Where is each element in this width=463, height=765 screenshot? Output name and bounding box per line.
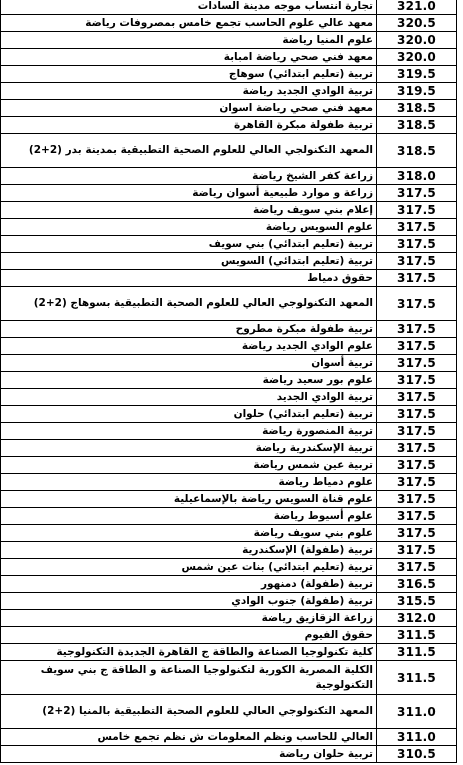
table-row bbox=[1, 423, 457, 440]
table-row bbox=[1, 134, 457, 168]
score-cell: 317.5 bbox=[377, 474, 457, 491]
program-name-cell: علوم دمياط رياضة bbox=[1, 474, 377, 491]
program-name-cell: علوم الوادي الجديد رياضة bbox=[1, 338, 377, 355]
program-name-cell: كلية تكنولوجيا الصناعة والطاقة ج القاهرة الجديدة التكنولوجية bbox=[1, 644, 377, 661]
table-row bbox=[1, 236, 457, 253]
program-name-cell: زراعة كفر الشيخ رياضة bbox=[1, 168, 377, 185]
table-row bbox=[1, 355, 457, 372]
table-row bbox=[1, 593, 457, 610]
program-name-cell: علوم بني سويف رياضة bbox=[1, 525, 377, 542]
table-row bbox=[1, 576, 457, 593]
program-name-cell: زراعة الزقازيق رياضة bbox=[1, 610, 377, 627]
program-name-cell: العالي للحاسب ونظم المعلومات ش نظم تجمع خامس bbox=[1, 729, 377, 746]
score-cell: 318.5 bbox=[377, 134, 457, 168]
program-name-cell: معهد عالي علوم الحاسب تجمع خامس بمصروفات رياضة bbox=[1, 15, 377, 32]
score-cell: 312.0 bbox=[377, 610, 457, 627]
table-row bbox=[1, 508, 457, 525]
score-cell: 319.5 bbox=[377, 83, 457, 100]
table-row bbox=[1, 440, 457, 457]
score-cell: 317.5 bbox=[377, 321, 457, 338]
program-name-cell: علوم أسيوط رياضة bbox=[1, 508, 377, 525]
table-row bbox=[1, 185, 457, 202]
score-cell: 311.0 bbox=[377, 729, 457, 746]
program-name-cell: زراعة و موارد طبيعية أسوان رياضة bbox=[1, 185, 377, 202]
program-name-cell: تربية (تعليم ابتدائي) بنات عين شمس bbox=[1, 559, 377, 576]
score-cell: 320.5 bbox=[377, 15, 457, 32]
program-name-cell: تربية (تعليم ابتدائي) سوهاج bbox=[1, 66, 377, 83]
score-cell: 316.5 bbox=[377, 576, 457, 593]
table-row bbox=[1, 559, 457, 576]
table-row bbox=[1, 389, 457, 406]
table-row bbox=[1, 270, 457, 287]
table-row bbox=[1, 406, 457, 423]
score-cell: 320.0 bbox=[377, 32, 457, 49]
table-row bbox=[1, 287, 457, 321]
program-name-cell: تجارة انتساب موجه مدينة السادات bbox=[1, 0, 377, 15]
score-cell: 317.5 bbox=[377, 219, 457, 236]
score-cell: 317.5 bbox=[377, 423, 457, 440]
program-name-cell: علوم السويس رياضة bbox=[1, 219, 377, 236]
score-cell: 321.0 bbox=[377, 0, 457, 15]
score-cell: 310.5 bbox=[377, 746, 457, 763]
table-row bbox=[1, 372, 457, 389]
score-cell: 317.5 bbox=[377, 491, 457, 508]
score-cell: 317.5 bbox=[377, 202, 457, 219]
score-cell: 318.0 bbox=[377, 168, 457, 185]
program-name-cell: المعهد التكنولوجي العالي للعلوم الصحية التطبيقية بسوهاج (2+2) bbox=[1, 287, 377, 321]
program-name-cell: الكلية المصرية الكورية لتكنولوجيا الصناعة و الطاقة ج بني سويف التكنولوجية bbox=[1, 661, 377, 695]
table-row bbox=[1, 253, 457, 270]
program-name-cell: إعلام بني سويف رياضة bbox=[1, 202, 377, 219]
table-row bbox=[1, 746, 457, 763]
score-cell: 320.0 bbox=[377, 49, 457, 66]
table-row bbox=[1, 117, 457, 134]
table-row bbox=[1, 661, 457, 695]
score-cell: 317.5 bbox=[377, 440, 457, 457]
program-name-cell: تربية المنصورة رياضة bbox=[1, 423, 377, 440]
score-cell: 317.5 bbox=[377, 236, 457, 253]
score-cell: 317.5 bbox=[377, 525, 457, 542]
table-row bbox=[1, 610, 457, 627]
program-name-cell: علوم بور سعيد رياضة bbox=[1, 372, 377, 389]
table-row bbox=[1, 474, 457, 491]
table-row bbox=[1, 219, 457, 236]
score-cell: 317.5 bbox=[377, 406, 457, 423]
score-cell: 317.5 bbox=[377, 355, 457, 372]
score-cell: 311.5 bbox=[377, 644, 457, 661]
score-cell: 315.5 bbox=[377, 593, 457, 610]
table-row bbox=[1, 202, 457, 219]
score-cell: 317.5 bbox=[377, 542, 457, 559]
program-name-cell: حقوق الفيوم bbox=[1, 627, 377, 644]
table-row bbox=[1, 32, 457, 49]
score-cell: 317.5 bbox=[377, 559, 457, 576]
results-table-body bbox=[1, 0, 457, 763]
table-row bbox=[1, 0, 457, 15]
score-cell: 319.5 bbox=[377, 66, 457, 83]
table-row bbox=[1, 542, 457, 559]
table-row bbox=[1, 321, 457, 338]
table-row bbox=[1, 525, 457, 542]
score-cell: 318.5 bbox=[377, 100, 457, 117]
table-row bbox=[1, 168, 457, 185]
program-name-cell: تربية عين شمس رياضة bbox=[1, 457, 377, 474]
table-row bbox=[1, 83, 457, 100]
program-name-cell: تربية (تعليم ابتدائي) السويس bbox=[1, 253, 377, 270]
score-cell: 317.5 bbox=[377, 287, 457, 321]
program-name-cell: معهد فني صحي رياضة امبابة bbox=[1, 49, 377, 66]
score-cell: 317.5 bbox=[377, 508, 457, 525]
table-row bbox=[1, 729, 457, 746]
score-cell: 317.5 bbox=[377, 372, 457, 389]
table-row bbox=[1, 66, 457, 83]
program-name-cell: تربية طفولة مبكرة القاهرة bbox=[1, 117, 377, 134]
score-cell: 317.5 bbox=[377, 253, 457, 270]
table-row bbox=[1, 457, 457, 474]
program-name-cell: تربية حلوان رياضة bbox=[1, 746, 377, 763]
score-cell: 311.5 bbox=[377, 627, 457, 644]
program-name-cell: تربية (طفولة) الإسكندرية bbox=[1, 542, 377, 559]
program-name-cell: تربية (طفولة) دمنهور bbox=[1, 576, 377, 593]
program-name-cell: تربية (طفولة) جنوب الوادي bbox=[1, 593, 377, 610]
table-row bbox=[1, 644, 457, 661]
table-row bbox=[1, 627, 457, 644]
score-cell: 317.5 bbox=[377, 185, 457, 202]
table-row bbox=[1, 695, 457, 729]
score-cell: 311.0 bbox=[377, 695, 457, 729]
score-cell: 317.5 bbox=[377, 338, 457, 355]
program-name-cell: المعهد التكنولجي العالي للعلوم الصحية التطبيقية بمدينة بدر (2+2) bbox=[1, 134, 377, 168]
program-name-cell: علوم المنيا رياضة bbox=[1, 32, 377, 49]
table-row bbox=[1, 100, 457, 117]
program-name-cell: حقوق دمياط bbox=[1, 270, 377, 287]
program-name-cell: معهد فني صحي رياضة اسوان bbox=[1, 100, 377, 117]
program-name-cell: تربية الإسكندرية رياضة bbox=[1, 440, 377, 457]
score-cell: 311.5 bbox=[377, 661, 457, 695]
program-name-cell: تربية طفولة مبكرة مطروح bbox=[1, 321, 377, 338]
program-name-cell: تربية أسوان bbox=[1, 355, 377, 372]
program-name-cell: تربية (تعليم ابتدائي) بني سويف bbox=[1, 236, 377, 253]
program-name-cell: تربية (تعليم ابتدائي) حلوان bbox=[1, 406, 377, 423]
program-name-cell: المعهد التكنولوجي العالي للعلوم الصحية التطبيقية بالمنيا (2+2) bbox=[1, 695, 377, 729]
score-cell: 318.5 bbox=[377, 117, 457, 134]
table-row bbox=[1, 49, 457, 66]
score-cell: 317.5 bbox=[377, 457, 457, 474]
score-cell: 317.5 bbox=[377, 270, 457, 287]
program-name-cell: علوم قناة السويس رياضة بالإسماعيلية bbox=[1, 491, 377, 508]
program-name-cell: تربية الوادي الجديد رياضة bbox=[1, 83, 377, 100]
table-row bbox=[1, 338, 457, 355]
table-row bbox=[1, 15, 457, 32]
score-cell: 317.5 bbox=[377, 389, 457, 406]
table-row bbox=[1, 491, 457, 508]
program-name-cell: تربية الوادي الجديد bbox=[1, 389, 377, 406]
